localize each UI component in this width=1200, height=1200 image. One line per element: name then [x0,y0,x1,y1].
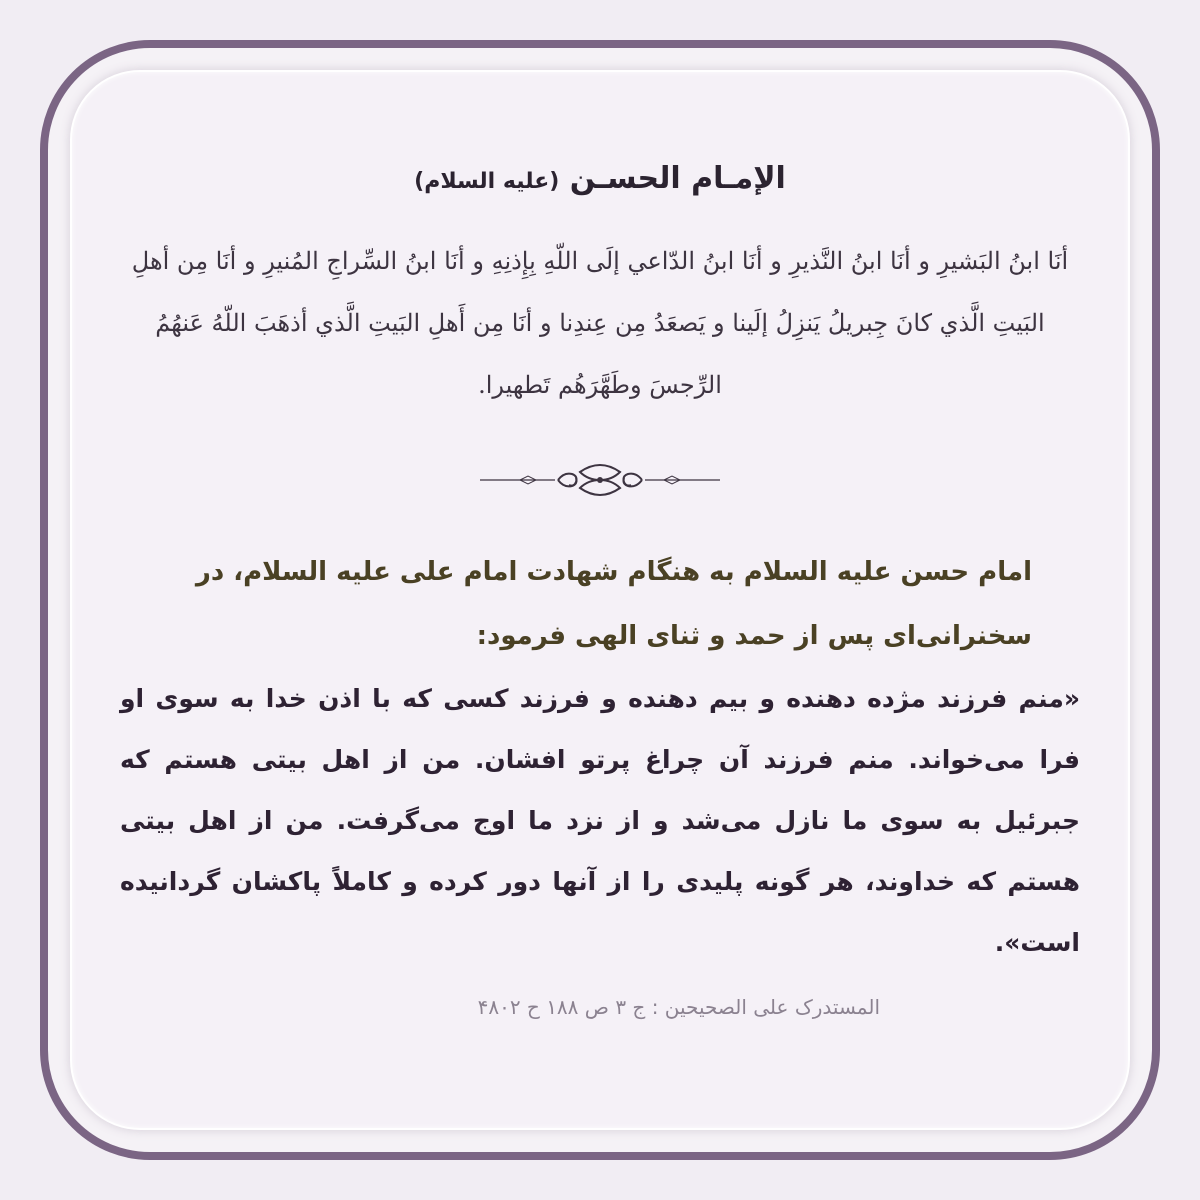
arabic-hadith-text: أنَا ابنُ البَشيرِ و أنَا ابنُ النَّذيرِ و أنَا ابنُ الدّاعي إلَى اللّهِ بِإِذنِهِ و أنَا ابنُ السِّراجِ المُنيرِ و أنَا مِن أهلِ البَيتِ الَّذي كانَ جِبريلُ يَنزِلُ إلَينا و يَصعَدُ مِن عِندِنا و أنَا مِن أَهلِ البَيتِ الَّذي أذهَبَ اللّهُ عَنهُمُ الرِّجسَ وطَهَّرَهُم تَطهيرا. [131,247,1069,399]
card-content [120,150,1080,1019]
page-title [120,158,1080,200]
intro-text: امام حسن علیه السلام به هنگام شهادت امام علی علیه السلام، در سخنرانی‌ای پس از حمد و ثنای الهی فرمود: [195,557,1032,651]
title-suffix: (علیه السلام) [414,169,560,194]
source-citation: المستدرک علی الصحیحین : ج ۳ ص ۱۸۸ ح ۴۸۰۲ [477,995,880,1019]
persian-translation: «منم فرزند مژده دهنده و بیم دهنده و فرزند کسی که با اذن خدا به سوی او فرا می‌خواند. منم فرزند آن چراغ پرتو افشان. من از اهل بیتی هستم که جبرئیل به سوی ما نازل می‌شد و از نزد ما اوج می‌گرفت. من از اهل بیتی هستم که خداوند، هر گونه پلیدی را از آنها دور کرده و کاملاً پاکشان گردانیده است». [120,684,1080,957]
title-main: الإمـام الحسـن [569,161,786,196]
divider-ornament-icon [480,460,720,500]
